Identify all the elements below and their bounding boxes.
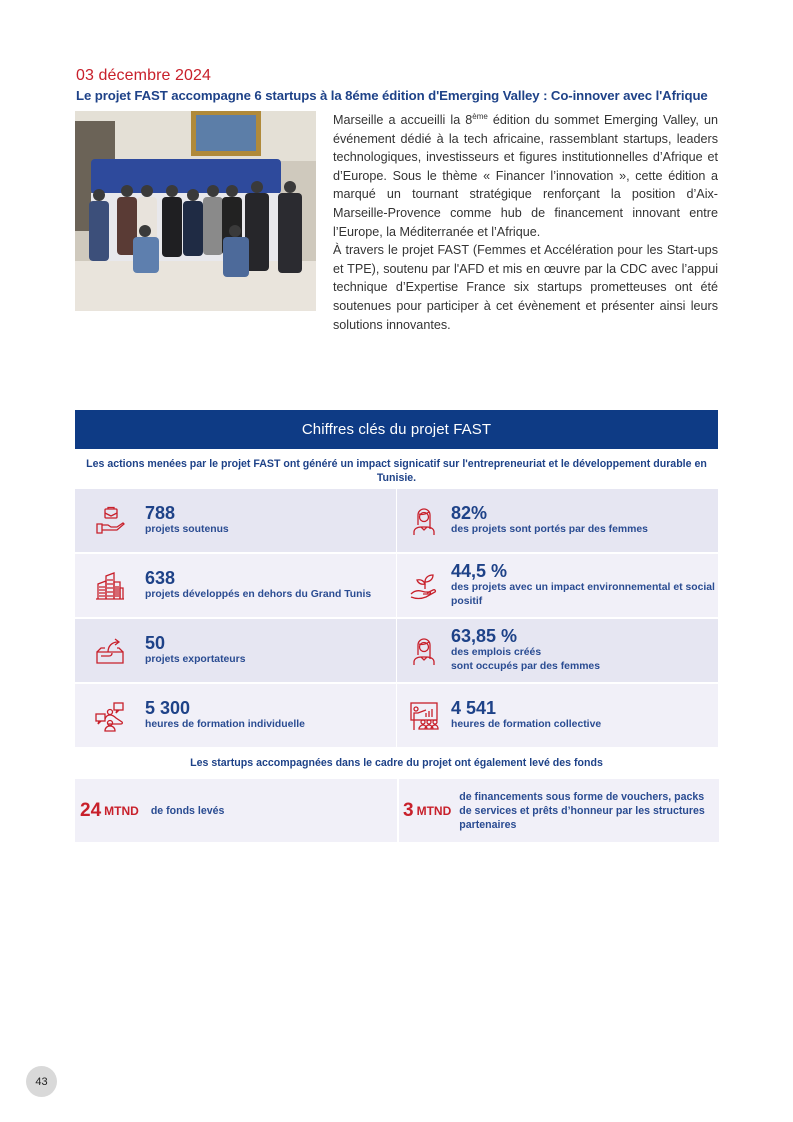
key-figures-grid [75, 489, 718, 747]
key-figure-label: heures de formation collective [451, 719, 602, 731]
key-figure-label-line2: sont occupés par des femmes [451, 661, 600, 672]
key-figure-label: des projets sont portés par des femmes [451, 524, 648, 536]
funds-label: de fonds levés [150, 804, 225, 817]
key-figure-value: 4 541 [451, 698, 497, 719]
key-figure-card [397, 554, 718, 617]
funds-unit: MTND [416, 803, 452, 818]
hand-plant-icon [397, 570, 451, 602]
page-number: 43 [26, 1066, 57, 1097]
buildings-icon [75, 570, 145, 602]
funds-intro: Les startups accompagnées dans le cadre du projet ont également levé des fonds [190, 757, 603, 769]
key-figures-intro: Les actions menées par le projet FAST ont généré un impact signicatif sur l'entrepreneuriat et le développement durable en Tunisie. [86, 458, 707, 484]
woman-icon [397, 505, 451, 537]
key-figure-card [397, 619, 718, 682]
funds-row [75, 779, 718, 842]
funds-unit: MTND [104, 803, 139, 818]
hand-briefcase-icon [75, 505, 145, 537]
key-figure-card [397, 489, 718, 552]
key-figures-title: Chiffres clés du projet FAST [75, 410, 718, 449]
funds-value: 24 [80, 799, 102, 821]
article-body [333, 111, 718, 334]
individual-training-icon [75, 700, 145, 732]
key-figure-value: 82% [451, 503, 488, 524]
key-figure-value: 44,5 % [451, 561, 508, 582]
key-figure-value: 50 [145, 633, 166, 654]
key-figure-card [75, 554, 396, 617]
funds-value: 3 [403, 799, 414, 821]
group-training-icon [397, 700, 451, 732]
funds-label: de financements sous forme de vouchers, packs de services et prêts d’honneur par les structures partenaires [459, 790, 705, 831]
key-figure-label: projets soutenus [145, 524, 229, 536]
key-figure-card [75, 619, 396, 682]
article-date: 03 décembre 2024 [76, 67, 212, 84]
key-figure-label: projets développés en dehors du Grand Tunis [145, 589, 372, 601]
key-figure-label: des projets avec un impact environnemental et social positif [451, 582, 715, 607]
key-figure-card [75, 684, 396, 747]
key-figure-value: 5 300 [145, 698, 191, 719]
key-figure-card [75, 489, 396, 552]
article-headline: Le projet FAST accompagne 6 startups à la 8éme édition d'Emerging Valley : Co-innover avec l'Afrique [76, 88, 708, 103]
article-paragraph-2: À travers le projet FAST (Femmes et Accélération pour les Start-ups et TPE), soutenu par l'AFD et mis en œuvre par la CDC avec l’appui technique d’Expertise France six startups prometteuses ont été soutenues pour participer à cet évènement et présenter ainsi leurs solutions innovantes. [333, 243, 718, 332]
woman-icon [397, 635, 451, 667]
key-figure-value: 788 [145, 503, 176, 524]
export-box-icon [75, 635, 145, 667]
key-figure-value: 63,85 % [451, 626, 518, 647]
key-figure-label: projets exportateurs [145, 654, 246, 666]
article-paragraph-1: Marseille a accueilli la 8ème édition du sommet Emerging Valley, un événement dédié à la tech africaine, rassemblant startups, leaders technologiques, investisseurs et figures institutionnelles d’Afrique et d’Europe. Sous le thème « Financer l’innovation », cette édition a marqué un tournant stratégique renforçant la position d’Aix-Marseille-Provence comme hub de financement innovant entre l’Europe, la Méditerranée et l’Afrique. [333, 112, 718, 239]
key-figure-card [397, 684, 718, 747]
key-figure-label: heures de formation individuelle [145, 719, 305, 731]
funds-card [399, 779, 719, 842]
key-figure-value: 638 [145, 568, 176, 589]
group-photo [75, 111, 316, 311]
key-figure-label: des emplois créés [451, 647, 542, 659]
funds-card [75, 779, 397, 842]
